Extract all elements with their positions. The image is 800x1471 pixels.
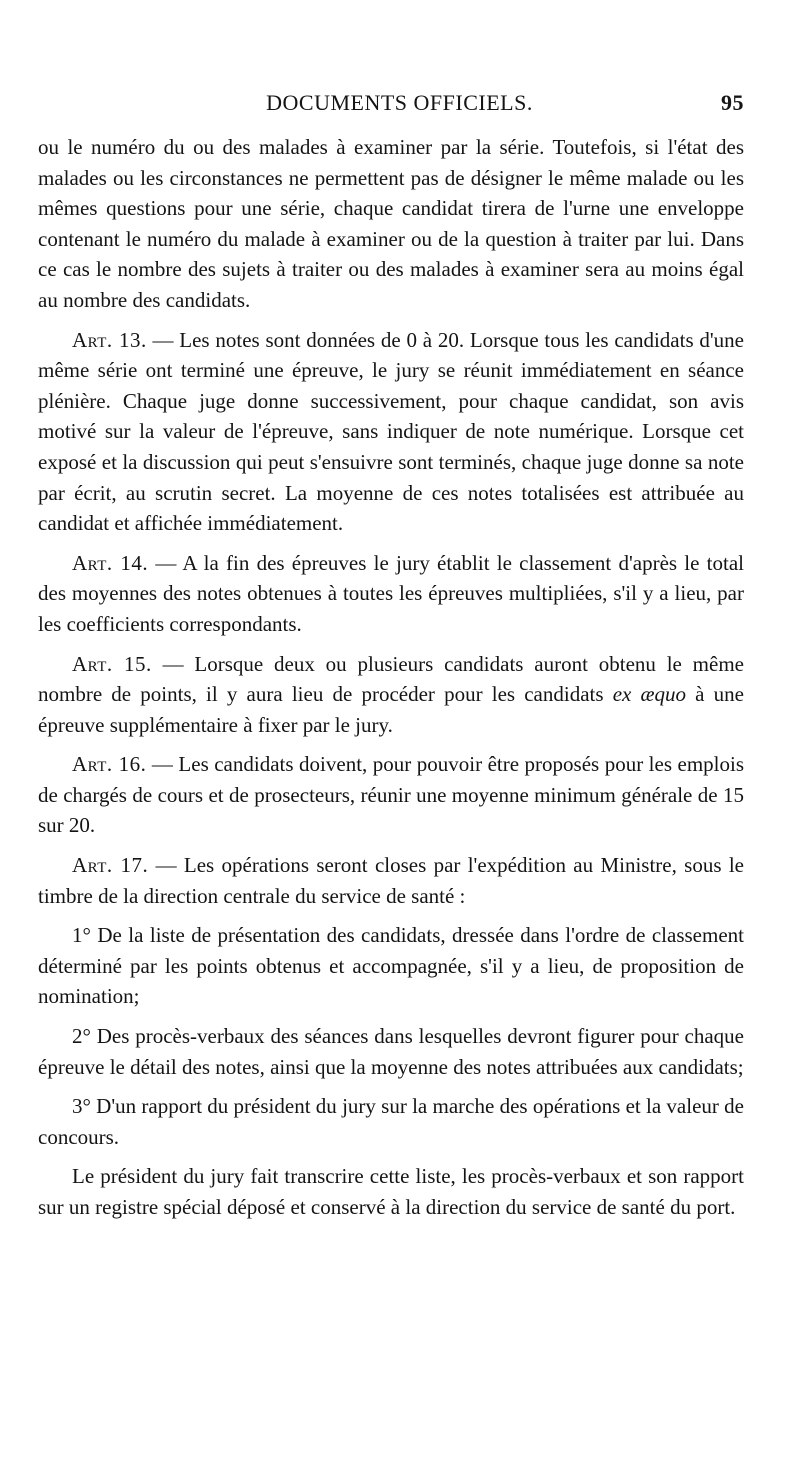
article-text: — A la fin des épreuves le jury établit le classement d'après le total des moyennes des notes obtenues à toutes les épreuves multipliées, s'il y a lieu, par les coefficients correspondants. <box>38 550 744 636</box>
list-item-3 <box>38 1091 744 1152</box>
article-text: — Les opérations seront closes par l'expédition au Ministre, sous le timbre de la direction centrale du service de santé : <box>38 853 744 908</box>
article-label: Art. 14. <box>72 550 149 575</box>
article-label: Art. 13. <box>72 327 147 352</box>
article-16 <box>38 749 744 841</box>
closing-paragraph <box>38 1161 744 1222</box>
article-17 <box>38 850 744 911</box>
list-item-text: 1° De la liste de présentation des candidats, dressée dans l'ordre de classement déterminé par les points obtenus et accompagnée, s'il y a lieu, de proposition de nomination; <box>38 923 744 1009</box>
article-label: Art. 17. <box>72 853 149 878</box>
list-item-text: 2° Des procès-verbaux des séances dans lesquelles devront figurer pour chaque épreuve le détail des notes, ainsi que la moyenne des notes attribuées aux candidats; <box>38 1024 744 1079</box>
list-item-text: 3° D'un rapport du président du jury sur la marche des opérations et la valeur de concours. <box>38 1094 744 1149</box>
page-number: 95 <box>721 90 744 115</box>
article-label: Art. 16. <box>72 752 147 777</box>
article-15 <box>38 649 744 741</box>
article-label: Art. 15. <box>72 651 152 676</box>
list-item-1 <box>38 920 744 1012</box>
paragraph-text: Le président du jury fait transcrire cette liste, les procès-verbaux et son rapport sur un registre spécial déposé et conservé à la direction du service de santé du port. <box>38 1164 744 1219</box>
paragraph-continuation <box>38 132 744 316</box>
article-14 <box>38 548 744 640</box>
page-header-title: DOCUMENTS OFFICIELS. <box>266 90 533 115</box>
article-text: — Les candidats doivent, pour pouvoir être proposés pour les emplois de chargés de cours et de prosecteurs, réunir une moyenne minimum générale de 15 sur 20. <box>38 752 744 838</box>
body-text <box>38 132 744 1223</box>
article-text: — Lorsque deux ou plusieurs candidats auront obtenu le même nombre de points, il y aura lieu de procéder pour les candidats <box>38 651 744 707</box>
list-item-2 <box>38 1021 744 1082</box>
latin-phrase: ex æquo <box>612 682 687 707</box>
article-13 <box>38 325 744 539</box>
paragraph-text: ou le numéro du ou des malades à examiner par la série. Toutefois, si l'état des malades ou les circonstances ne permettent pas de désigner le même malade ou les mêmes questions pour une série, chaque candidat tirera de l'urne une enveloppe contenant le numéro du malade à examiner ou de la question à traiter par lui. Dans ce cas le nombre des sujets à traiter ou des malades à examiner sera au moins égal au nombre des candidats. <box>38 135 744 312</box>
article-text-end: à une épreuve supplémentaire à fixer par le jury. <box>38 682 744 737</box>
running-head <box>38 90 744 116</box>
article-text: — Les notes sont données de 0 à 20. Lorsque tous les candidats d'une même série ont terminé une épreuve, le jury se réunit immédiatement en séance plénière. Chaque juge donne successivement, pour chaque candidat, son avis motivé sur la valeur de l'épreuve, sans indiquer de note numérique. Lorsque cet exposé et la discussion qui peut s'ensuivre sont terminés, chaque juge donne sa note par écrit, au scrutin secret. La moyenne de ces notes totalisées est attribuée au candidat et affichée immédiatement. <box>38 327 745 536</box>
